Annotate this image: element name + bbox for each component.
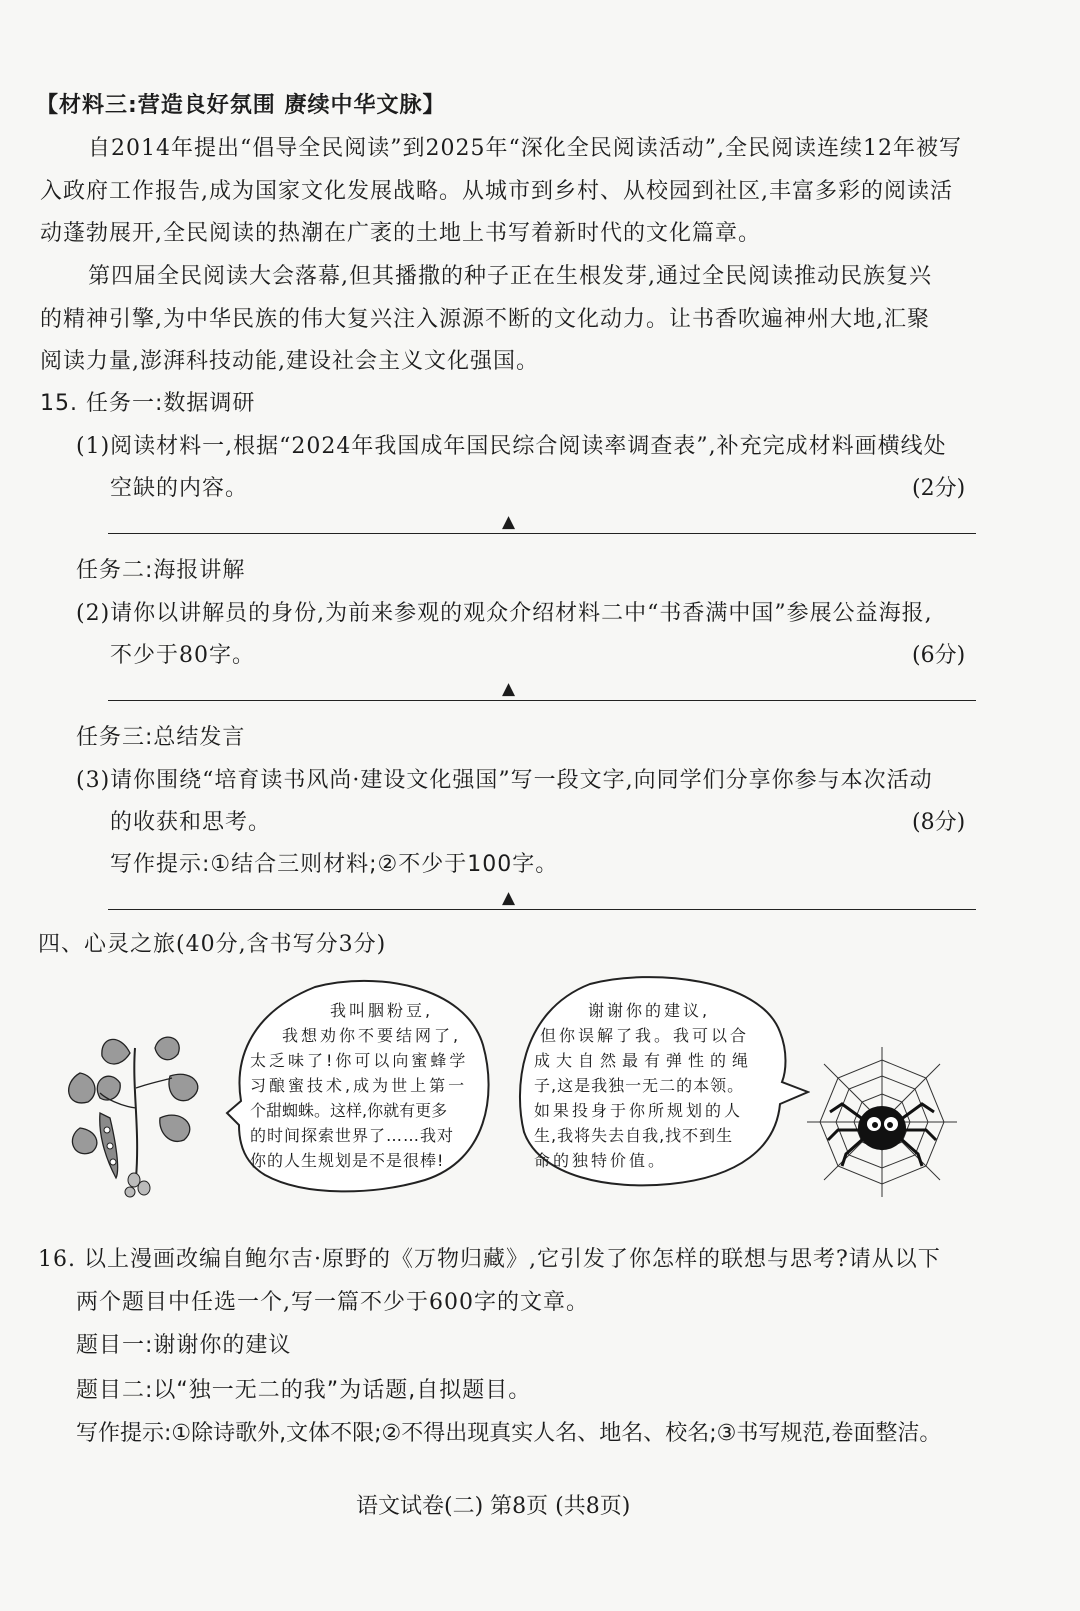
- spider-web-icon: [802, 1042, 962, 1202]
- bubble-left-line: 你的人生规划是不是很棒!: [250, 1151, 445, 1170]
- answer-marker: ▲: [502, 512, 516, 532]
- bean-plant-icon: [60, 1028, 210, 1198]
- answer-line[interactable]: [108, 909, 976, 910]
- q16-text-line: 两个题目中任选一个,写一篇不少于600字的文章。: [76, 1290, 589, 1315]
- q15-tip: 写作提示:①结合三则材料;②不少于100字。: [110, 852, 559, 877]
- answer-line[interactable]: [108, 700, 976, 701]
- q15-sub2-score: (6分): [912, 643, 966, 668]
- bubble-right-line: 命的独特价值。: [534, 1151, 668, 1170]
- bubble-left-line: 我想劝你不要结网了,: [282, 1026, 462, 1045]
- paragraph-line: 动蓬勃展开,全民阅读的热潮在广袤的土地上书写着新时代的文化篇章。: [40, 221, 761, 246]
- q15-sub1-line: 空缺的内容。: [110, 476, 249, 501]
- bubble-left-line: 个甜蜘蛛。这样,你就有更多: [250, 1101, 448, 1120]
- answer-marker: ▲: [502, 679, 516, 699]
- bubble-left-line: 习酿蜜技术,成为世上第一: [250, 1076, 468, 1095]
- task3-heading: 任务三:总结发言: [76, 725, 246, 750]
- q15-heading: 15. 任务一:数据调研: [40, 391, 256, 416]
- q15-sub3-line: (3)请你围绕“培育读书风尚·建设文化强国”写一段文字,向同学们分享你参与本次活动: [76, 768, 933, 793]
- q16-topic1: 题目一:谢谢你的建议: [76, 1333, 292, 1358]
- bubble-left-line: 太乏味了!你可以向蜜蜂学: [250, 1051, 469, 1070]
- paragraph-line: 自2014年提出“倡导全民阅读”到2025年“深化全民阅读活动”,全民阅读连续12年被写: [88, 136, 962, 161]
- q16-tip: 写作提示:①除诗歌外,文体不限;②不得出现真实人名、地名、校名;③书写规范,卷面整洁。: [76, 1421, 942, 1446]
- q15-sub2-line: (2)请你以讲解员的身份,为前来参观的观众介绍材料二中“书香满中国”参展公益海报,: [76, 601, 933, 626]
- q15-sub2-line: 不少于80字。: [110, 643, 255, 668]
- task2-heading: 任务二:海报讲解: [76, 558, 246, 583]
- material3-title: 【材料三:营造良好氛围 赓续中华文脉】: [36, 93, 446, 118]
- bubble-right-line: 生,我将失去自我,找不到生: [534, 1126, 734, 1145]
- bubble-right-line: 如果投身于你所规划的人: [534, 1101, 744, 1120]
- section4-heading: 四、心灵之旅(40分,含书写分3分): [38, 932, 387, 957]
- bubble-right-line: 成大自然最有弹性的绳: [534, 1051, 755, 1070]
- answer-marker: ▲: [502, 888, 516, 908]
- paragraph-line: 的精神引擎,为中华民族的伟大复兴注入源源不断的文化动力。让书香吹遍神州大地,汇聚: [40, 307, 930, 332]
- q15-sub1-score: (2分): [912, 476, 966, 501]
- bubble-right-line: 子,这是我独一无二的本领。: [534, 1076, 745, 1095]
- q16-text-line: 16. 以上漫画改编自鲍尔吉·原野的《万物归藏》,它引发了你怎样的联想与思考?请从以下: [38, 1247, 941, 1272]
- q15-sub1-line: (1)阅读材料一,根据“2024年我国成年国民综合阅读率调查表”,补充完成材料画横线处: [76, 434, 947, 459]
- page-footer: 语文试卷(二) 第8页 (共8页): [356, 1494, 631, 1519]
- bubble-right-line: 但你误解了我。我可以合: [540, 1026, 750, 1045]
- bubble-left-line: 的时间探索世界了……我对: [250, 1126, 455, 1145]
- answer-line[interactable]: [108, 533, 976, 534]
- paragraph-line: 阅读力量,澎湃科技动能,建设社会主义文化强国。: [40, 349, 539, 374]
- paragraph-line: 入政府工作报告,成为国家文化发展战略。从城市到乡村、从校园到社区,丰富多彩的阅读活: [40, 179, 953, 204]
- bubble-left-line: 我叫胭粉豆,: [330, 1001, 434, 1020]
- bubble-right-line: 谢谢你的建议,: [588, 1001, 711, 1020]
- q16-topic2: 题目二:以“独一无二的我”为话题,自拟题目。: [76, 1378, 532, 1403]
- q15-sub3-score: (8分): [912, 810, 966, 835]
- paragraph-line: 第四届全民阅读大会落幕,但其播撒的种子正在生根发芽,通过全民阅读推动民族复兴: [88, 264, 932, 289]
- q15-sub3-line: 的收获和思考。: [110, 810, 272, 835]
